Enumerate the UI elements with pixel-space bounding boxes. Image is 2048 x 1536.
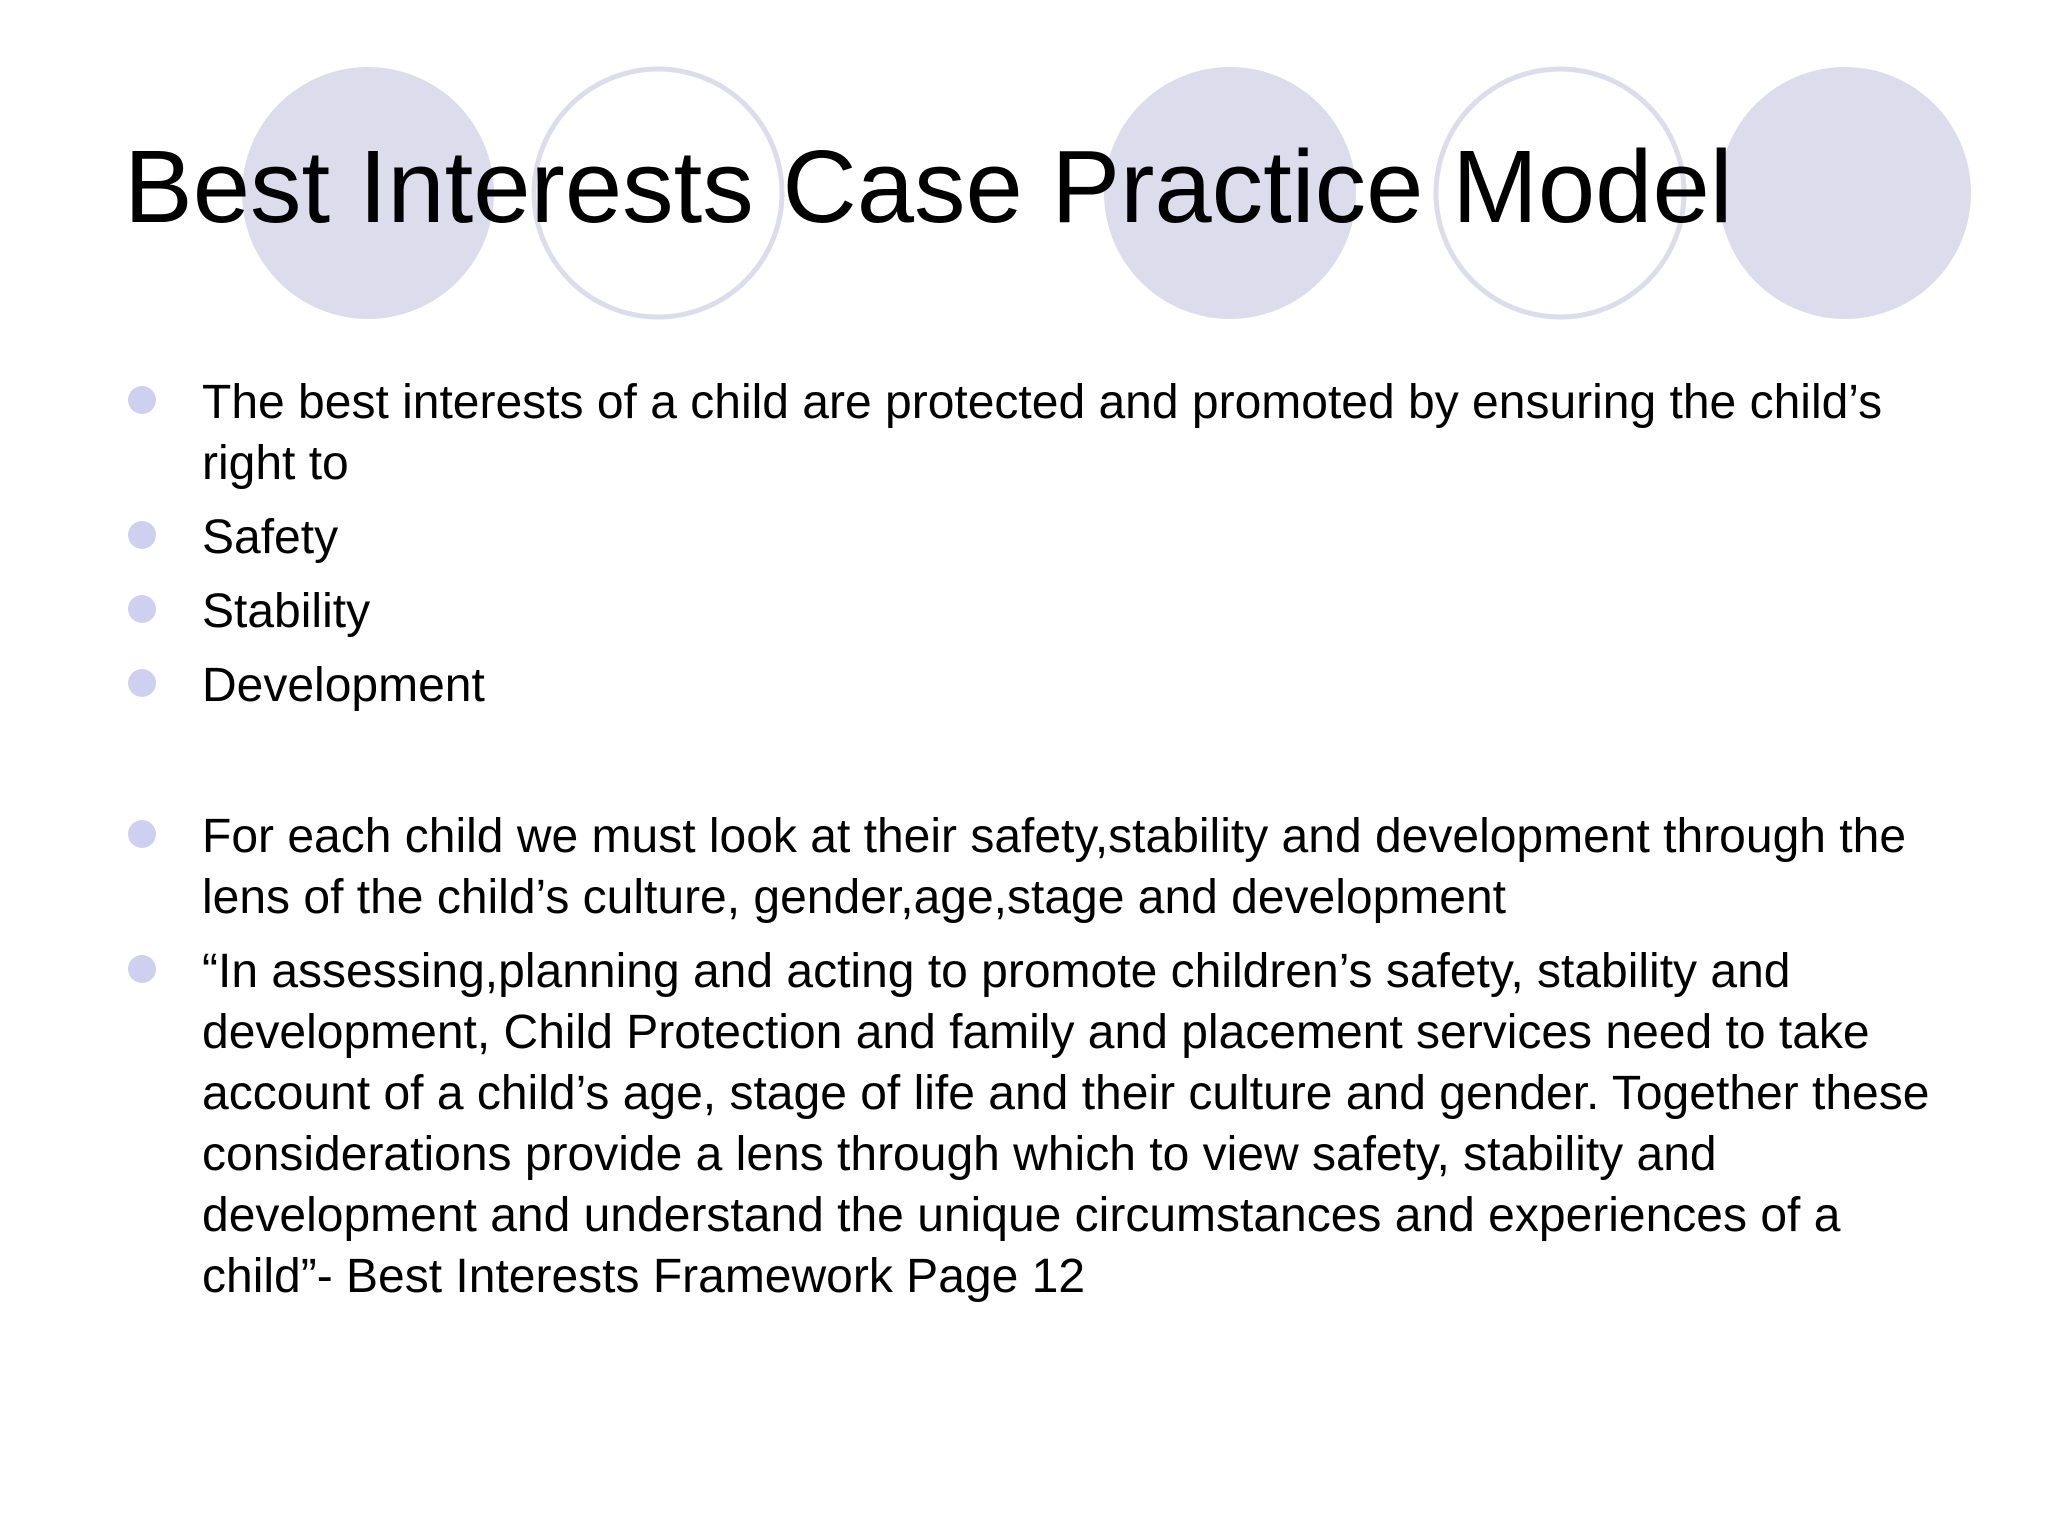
bullet-item-for-each-child [124,806,1984,928]
bullet-item-best-interests [124,372,1984,494]
bullet-dot-icon [128,595,156,623]
bullet-item-safety [124,507,1984,568]
bullet-list [124,372,1984,1307]
bullet-text: The best interests of a child are protected and promoted by ensuring the child’s right to [202,376,1883,490]
bullet-item-development [124,655,1984,716]
bullet-text: Stability [202,585,371,638]
bullet-dot-icon [128,521,156,549]
bullet-item-framework-quote [124,941,1984,1307]
bullet-dot-icon [128,955,156,983]
bullet-text: For each child we must look at their safety,stability and development through the lens of the child’s culture, gender,age,stage and development [202,810,1907,924]
bullet-dot-icon [128,386,156,414]
bullet-text: “In assessing,planning and acting to promote children’s safety, stability and development, Child Protection and family and placement services need to take account of a child’s age, stage of life and their culture and gender. Together these considerations provide a lens through which to view safety, stability and development and understand the unique circumstances and experiences of a child”- Best Interests Framework Page 12 [202,945,1930,1303]
bullet-dot-icon [128,669,156,697]
slide-title: Best Interests Case Practice Model [124,129,1733,244]
bullet-text: Safety [202,511,339,564]
filled-circle-3 [1719,67,1971,319]
bullet-item-stability [124,581,1984,642]
bullet-text: Development [202,659,485,712]
bullet-dot-icon [128,820,156,848]
